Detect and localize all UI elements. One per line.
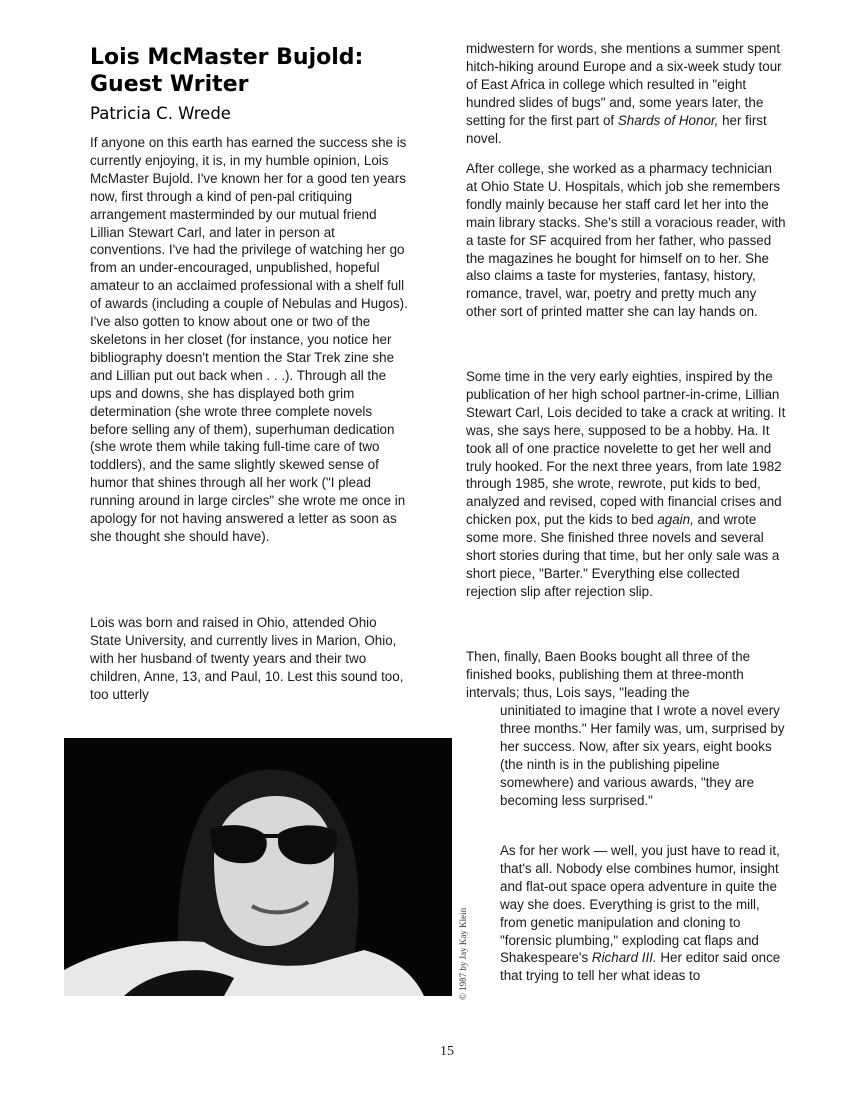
right-paragraph-1 bbox=[466, 40, 786, 147]
play-title-richard-iii: Richard III. bbox=[591, 950, 657, 966]
right-paragraph-4-wrapped: uninitiated to imagine that I wrote a novel every three months." Her family was, um, surprised by her success. Now, after six years, eight books (the ninth is in the publishing pipeline somewhere) and various awards, "they are becoming less surprised." bbox=[500, 703, 785, 808]
page-number: 15 bbox=[440, 1044, 454, 1059]
right-paragraph-1-text: midwestern for words, she mentions a summer spent hitch-hiking around Europe and a six-week study tour of East Africa in college which resulted in "eight hundred slides of bugs" and, some years later, the setting for the first part of bbox=[466, 41, 782, 128]
right-paragraph-5-end: Her editor said once that trying to tell her what ideas to bbox=[500, 950, 781, 984]
book-title-shards-of-honor: Shards of Honor, bbox=[617, 112, 719, 128]
author-photo bbox=[64, 738, 452, 996]
photo-credit: © 1987 by Jay Kay Klein bbox=[458, 907, 468, 1000]
right-paragraph-1-end: her first novel. bbox=[466, 112, 767, 146]
left-paragraph-2: Lois was born and raised in Ohio, attended Ohio State University, and currently lives in Marion, Ohio, with her husband of twenty years and their two children, Anne, 13, and Paul, 10. Lest this sound too, too utterly bbox=[90, 615, 404, 702]
right-paragraph-4-intro: Then, finally, Baen Books bought all three of the finished books, publishing them at three-month intervals; thus, Lois says, "leading the bbox=[466, 649, 751, 700]
right-paragraph-3-text: Some time in the very early eighties, inspired by the publication of her high school partner-in-crime, Lillian Stewart Carl, Lois decided to take a crack at writing. It was, she says here, supposed to be a hobby. Ha. It took all of one practice novelette to get her well and truly hooked. For the next three years, from late 1982 through 1985, she wrote, rewrote, put kids to bed, analyzed and revised, coped with financial crises and chicken pox, put the kids to bed bbox=[466, 369, 786, 528]
right-paragraph-3-end: and wrote some more. She finished three novels and several short stories during that time, but her only sale was a short piece, "Barter." Everything else collected rejection slip after rejection slip. bbox=[466, 512, 780, 599]
right-paragraph-5-text: As for her work — well, you just have to read it, that's all. Nobody else combines humor, insight and flat-out space opera adventure in quite the way she does. Everything is grist to the mill, from genetic manipulation and cloning to "forensic plumbing," exploding cat flaps and Shakespeare's bbox=[500, 843, 780, 966]
article-title: Lois McMaster Bujold: Guest Writer bbox=[90, 45, 364, 97]
left-paragraph-1: If anyone on this earth has earned the success she is currently enjoying, it is, in my humble opinion, Lois McMaster Bujold. I've known her for a good ten years now, first through a kind of pen-pal critiquing arrangement masterminded by our mutual friend Lillian Stewart Carl, and later in person at conventions. I've had the privilege of watching her go from an under-encouraged, unpublished, hopeful amateur to an acclaimed professional with a shelf full of awards (including a couple of Nebulas and Hugos). I've also gotten to know about one or two of the skeletons in her closet (for instance, you notice her bibliography doesn't mention the Star Trek zine she and Lillian put out back when . . .). Through all the ups and downs, she has displayed both grim determination (she wrote three complete novels before selling any of them), superhuman dedication (she wrote them while taking full-time care of two toddlers), and the same slightly skewed sense of humor that shines through all her work ("I plead running around in large circles" she wrote me once in apology for not having answered a letter as soon as she thought she should have). bbox=[90, 135, 408, 544]
right-paragraph-3 bbox=[466, 368, 786, 601]
emphasis-again: again, bbox=[657, 512, 694, 528]
right-paragraph-2: After college, she worked as a pharmacy technician at Ohio State U. Hospitals, which job she remembers fondly mainly because her staff card let her into the main library stacks. She's still a voracious reader, with a taste for SF acquired from her father, who passed the magazines he bought for himself on to her. She also claims a taste for mysteries, fantasy, history, romance, travel, war, poetry and pretty much any other sort of printed matter she can lay hands on. bbox=[466, 161, 786, 320]
portrait-image bbox=[64, 738, 452, 996]
right-paragraph-5 bbox=[500, 842, 788, 985]
author-byline: Patricia C. Wrede bbox=[90, 104, 231, 123]
